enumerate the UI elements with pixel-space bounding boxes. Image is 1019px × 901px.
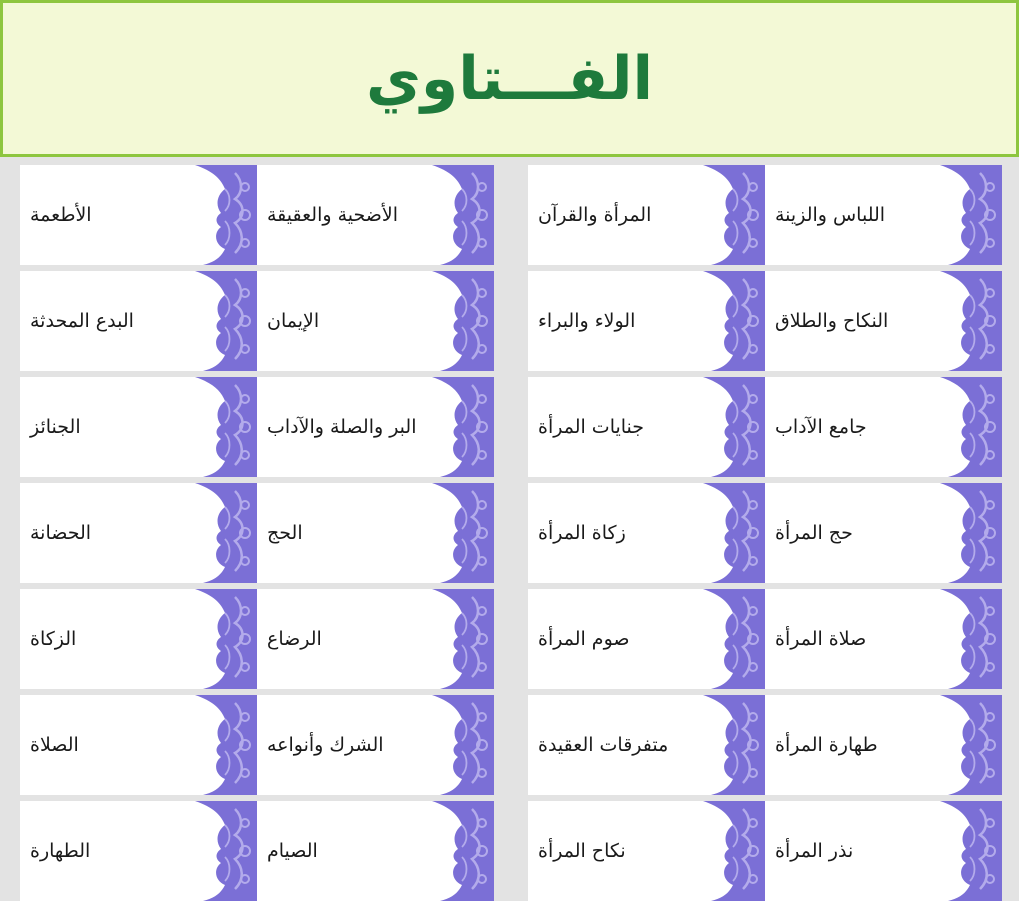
category-row <box>20 801 494 901</box>
category-item[interactable] <box>257 695 494 795</box>
category-label: متفرقات العقيدة <box>538 734 669 756</box>
category-row <box>528 483 1002 583</box>
arabesque-ornament-icon <box>195 695 257 795</box>
category-item[interactable] <box>20 589 257 689</box>
arabesque-ornament-icon <box>432 483 494 583</box>
category-label: النكاح والطلاق <box>775 310 889 332</box>
arabesque-ornament-icon <box>703 271 765 371</box>
arabesque-ornament-icon <box>703 589 765 689</box>
category-item[interactable] <box>765 483 1002 583</box>
arabesque-ornament-icon <box>432 377 494 477</box>
category-label: صلاة المرأة <box>775 628 867 650</box>
category-item[interactable] <box>257 483 494 583</box>
category-item[interactable] <box>257 589 494 689</box>
category-row <box>528 377 1002 477</box>
category-item[interactable] <box>765 801 1002 901</box>
category-label: الرضاع <box>267 628 322 650</box>
category-item[interactable] <box>765 589 1002 689</box>
category-item[interactable] <box>528 483 765 583</box>
arabesque-ornament-icon <box>703 165 765 265</box>
category-label: اللباس والزينة <box>775 204 886 226</box>
arabesque-ornament-icon <box>432 165 494 265</box>
category-row <box>20 695 494 795</box>
arabesque-ornament-icon <box>940 483 1002 583</box>
category-label: البر والصلة والآداب <box>267 416 417 438</box>
category-label: الإيمان <box>267 310 320 332</box>
category-label: الحج <box>267 522 303 544</box>
category-item[interactable] <box>20 483 257 583</box>
category-label: الصيام <box>267 840 318 862</box>
arabesque-ornament-icon <box>940 165 1002 265</box>
arabesque-ornament-icon <box>432 695 494 795</box>
arabesque-ornament-icon <box>195 801 257 901</box>
category-row <box>528 271 1002 371</box>
category-item[interactable] <box>20 801 257 901</box>
category-item[interactable] <box>20 377 257 477</box>
category-item[interactable] <box>257 801 494 901</box>
category-row <box>528 165 1002 265</box>
category-item[interactable] <box>257 377 494 477</box>
category-label: المرأة والقرآن <box>538 204 652 226</box>
category-item[interactable] <box>20 165 257 265</box>
arabesque-ornament-icon <box>432 589 494 689</box>
category-label: جامع الآداب <box>775 416 867 438</box>
arabesque-ornament-icon <box>703 377 765 477</box>
category-item[interactable] <box>257 165 494 265</box>
arabesque-ornament-icon <box>432 271 494 371</box>
category-item[interactable] <box>528 377 765 477</box>
category-row <box>528 801 1002 901</box>
category-label: الطهارة <box>30 840 91 862</box>
category-row <box>20 483 494 583</box>
arabesque-ornament-icon <box>940 695 1002 795</box>
arabesque-ornament-icon <box>195 589 257 689</box>
app-header <box>0 0 1019 157</box>
arabesque-ornament-icon <box>940 589 1002 689</box>
arabesque-ornament-icon <box>940 271 1002 371</box>
category-row <box>20 377 494 477</box>
category-label: نذر المرأة <box>775 840 854 862</box>
arabesque-ornament-icon <box>195 377 257 477</box>
category-item[interactable] <box>765 271 1002 371</box>
category-label: الزكاة <box>30 628 77 650</box>
page-title: الفـــتاوي <box>365 43 654 114</box>
category-label: الصلاة <box>30 734 79 756</box>
category-item[interactable] <box>765 165 1002 265</box>
left-category-panel <box>20 165 494 900</box>
category-row <box>20 271 494 371</box>
category-label: جنايات المرأة <box>538 416 645 438</box>
category-row <box>528 589 1002 689</box>
category-row <box>20 165 494 265</box>
category-label: الجنائز <box>30 416 81 438</box>
category-row <box>20 589 494 689</box>
arabesque-ornament-icon <box>703 483 765 583</box>
category-item[interactable] <box>20 271 257 371</box>
arabesque-ornament-icon <box>195 165 257 265</box>
category-item[interactable] <box>765 377 1002 477</box>
arabesque-ornament-icon <box>195 271 257 371</box>
category-label: طهارة المرأة <box>775 734 878 756</box>
category-item[interactable] <box>528 165 765 265</box>
category-label: زكاة المرأة <box>538 522 626 544</box>
category-label: الحضانة <box>30 522 92 544</box>
arabesque-ornament-icon <box>703 801 765 901</box>
category-label: نكاح المرأة <box>538 840 626 862</box>
category-label: الولاء والبراء <box>538 310 636 332</box>
category-item[interactable] <box>528 695 765 795</box>
category-item[interactable] <box>765 695 1002 795</box>
arabesque-ornament-icon <box>432 801 494 901</box>
category-label: حج المرأة <box>775 522 853 544</box>
category-item[interactable] <box>528 589 765 689</box>
right-category-panel <box>528 165 1002 900</box>
category-item[interactable] <box>257 271 494 371</box>
arabesque-ornament-icon <box>195 483 257 583</box>
arabesque-ornament-icon <box>940 377 1002 477</box>
category-item[interactable] <box>20 695 257 795</box>
category-label: صوم المرأة <box>538 628 630 650</box>
arabesque-ornament-icon <box>703 695 765 795</box>
category-item[interactable] <box>528 801 765 901</box>
category-row <box>528 695 1002 795</box>
category-label: الأضحية والعقيقة <box>267 204 399 226</box>
category-label: الأطعمة <box>30 204 92 226</box>
category-item[interactable] <box>528 271 765 371</box>
arabesque-ornament-icon <box>940 801 1002 901</box>
category-label: البدع المحدثة <box>30 310 134 332</box>
category-label: الشرك وأنواعه <box>267 734 384 756</box>
